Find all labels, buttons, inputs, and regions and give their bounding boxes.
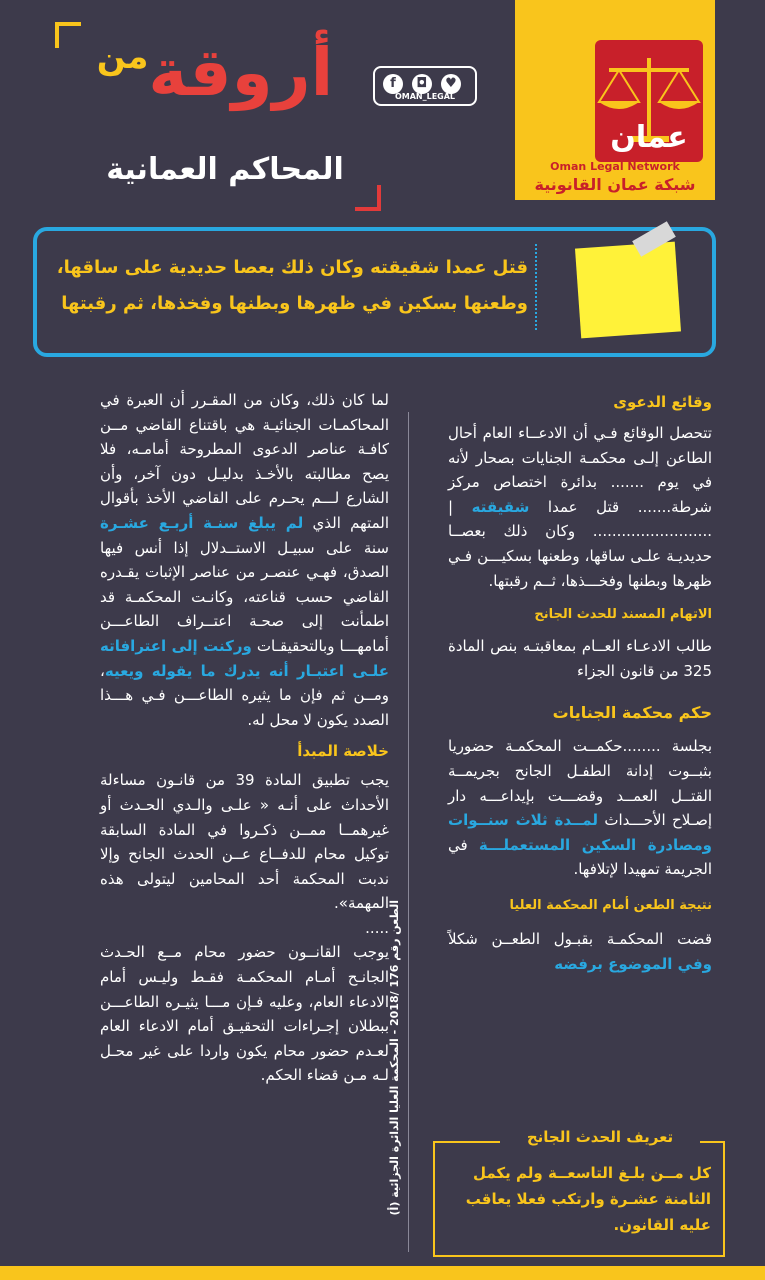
- judgment-highlight-confiscation: ومصادرة السكين المستعملـــة: [478, 835, 712, 854]
- reasoning-highlight-age: لم يبلغ سنـة أربـع عشـرة: [100, 513, 304, 532]
- headline-divider: [535, 244, 537, 330]
- case-reference: الطعن رقم 176 /2018 - المحكمة العليا الدائرة الجزائية (أ): [388, 900, 401, 1216]
- appeal-highlight: وفي الموضوع برفضه: [554, 954, 712, 973]
- ellipsis: .....: [365, 918, 389, 937]
- brand-name-english: Oman Legal Network: [550, 160, 680, 173]
- facts-title: وقائع الدعوى: [613, 393, 712, 411]
- headline-line-1: قتل عمدا شقيقته وكان ذلك بعصا حديدية على ساقها،: [56, 257, 528, 278]
- facebook-icon[interactable]: f: [383, 74, 403, 94]
- title-main: أروقة: [148, 34, 334, 111]
- charge-title: الاتهام المسند للحدث الجانح: [534, 607, 712, 623]
- definition-title: تعريف الحدث الجانح: [526, 1128, 674, 1146]
- appeal-text: قضت المحكمـة بقبـول الطعــن شكلاً وفي الموضوع برفضه: [448, 929, 712, 973]
- headline-text: [48, 250, 528, 322]
- brand-logo-text: عمان: [610, 120, 688, 155]
- judgment-highlight-duration: لمــدة ثلاث سنــوات: [448, 811, 598, 830]
- judgment-title: حكم محكمة الجنايات: [552, 703, 712, 723]
- twitter-icon[interactable]: ♥: [441, 74, 461, 94]
- frame-corner-bottom: [355, 185, 381, 211]
- principle-title: خلاصة المبدأ: [297, 742, 389, 761]
- right-column: [448, 393, 712, 976]
- title-min: من: [96, 37, 149, 77]
- social-handle: OMAN_LEGAL: [394, 92, 456, 101]
- judgment-text: بجلسة ........حكمــت المحكمـة حضوريا بثبــوت إدانة الطفـل الجانح بجريمــة القتــل العمــد وقضـــت بإيداعـــه دار إصـلاح الأحـــداث لمــدة ثلاث سنــوات ومصادرة السكين المستعملـــة في الجريمة تمهيدا لإتلافها.: [448, 737, 712, 879]
- definition-text: كل مــن بلـغ التاسعــة ولم يكمل الثامنة عشـرة وارتكب فعلا يعاقب عليه القانون.: [465, 1164, 711, 1234]
- procedure-text: يوجب القانــون حضور محام مــع الحـدث الجانـح أمـام المحكمـة فقـط وليـس أمام الادعاء العام، وعليه فـإن مـــا يثيـره الطاعـــن ببطلان إجـراءات التحقيـق أمام الادعاء العام لعـدم حضور محام يكون واردا على غير محـل لـه مـن قضاء الحكم.: [100, 943, 389, 1085]
- left-column: [100, 388, 389, 1088]
- brand-name-arabic: شبكة عمان القانونية: [534, 175, 696, 194]
- page-title: [70, 34, 360, 111]
- charge-text: طالب الادعـاء العــام بمعاقبتـه بنص المادة 325 من قانون الجزاء: [448, 637, 712, 680]
- oman-legal-logo: [595, 40, 703, 162]
- reasoning-paragraph: لما كان ذلك، وكان من المقـرر أن العبرة في المحاكمـات الجنائيـة هي باقتناع القاضي مــن كافـة عناصر الدعوى المطروحة أمامـه، فلا يصح مطالبته بالأخـذ بدليـل دون آخر، وأن الشارع لـــم يحـرم على القاضي الأخذ بأقوال المتهم الذي لم يبلغ سنـة أربـع عشـرة سنة على سبيـل الاستــدلال إذا أنس فيها الصدق، فهـي عنصـر من عناصر الإثبات يقـدره القاضي حسب قناعته، وكانـت المحكمـة قد اطمأنت إلى صحـة اعتــراف الطاعـــن أمامهـــا وبالتحقيقـات وركنت إلى اعترافاته علـى اعتبـار أنه يدرك ما يقوله ويعيه، ومــن ثم فإن ما يثيره الطاعـــن فـي هـــذا الصدد يكون لا محل له.: [100, 391, 389, 729]
- page-subtitle: المحاكم العمانية: [106, 152, 344, 187]
- reasoning-highlight-confession: وركنت إلى اعترافاته علـى اعتبـار أنه يدرك ما يقوله ويعيه: [100, 636, 389, 680]
- facts-text: تتحصل الوقائع فـي أن الادعــاء العام أحال الطاعن إلـى محكمـة الجنايات بصحار لأنه في يوم ....... بدائرة اختصاص مركز شرطة....... قتل عمدا شقيقته | ......................... وكان ذلك بعصــا حديديـة علـى ساقها، وطعنها بسكيـــن فـي ظهرها وبطنها وفخـــذها، ثــم رقبتها.: [448, 424, 712, 590]
- instagram-icon[interactable]: ◘: [412, 74, 432, 94]
- principle-text: يجب تطبيق المادة 39 من قانـون مساءلة الأحداث على أنـه « علـى والـدي الحـدث أو غيرهمــا ممــن ذكـروا في المادة السابقة توكيل محام للدفــاع عــن الحدث الجانح وإلا ندبت المحكمة أحد المحامين ليتولى هذه المهمة».: [100, 771, 389, 913]
- headline-line-2: وطعنها بسكين في ظهرها وبطنها وفخذها، ثم رقبتها: [61, 293, 528, 314]
- facts-highlight: شقيقته: [471, 497, 530, 516]
- sticky-note-icon: [575, 242, 681, 339]
- bottom-bar: [0, 1266, 765, 1280]
- appeal-title: نتيجة الطعن أمام المحكمة العليا: [509, 897, 712, 913]
